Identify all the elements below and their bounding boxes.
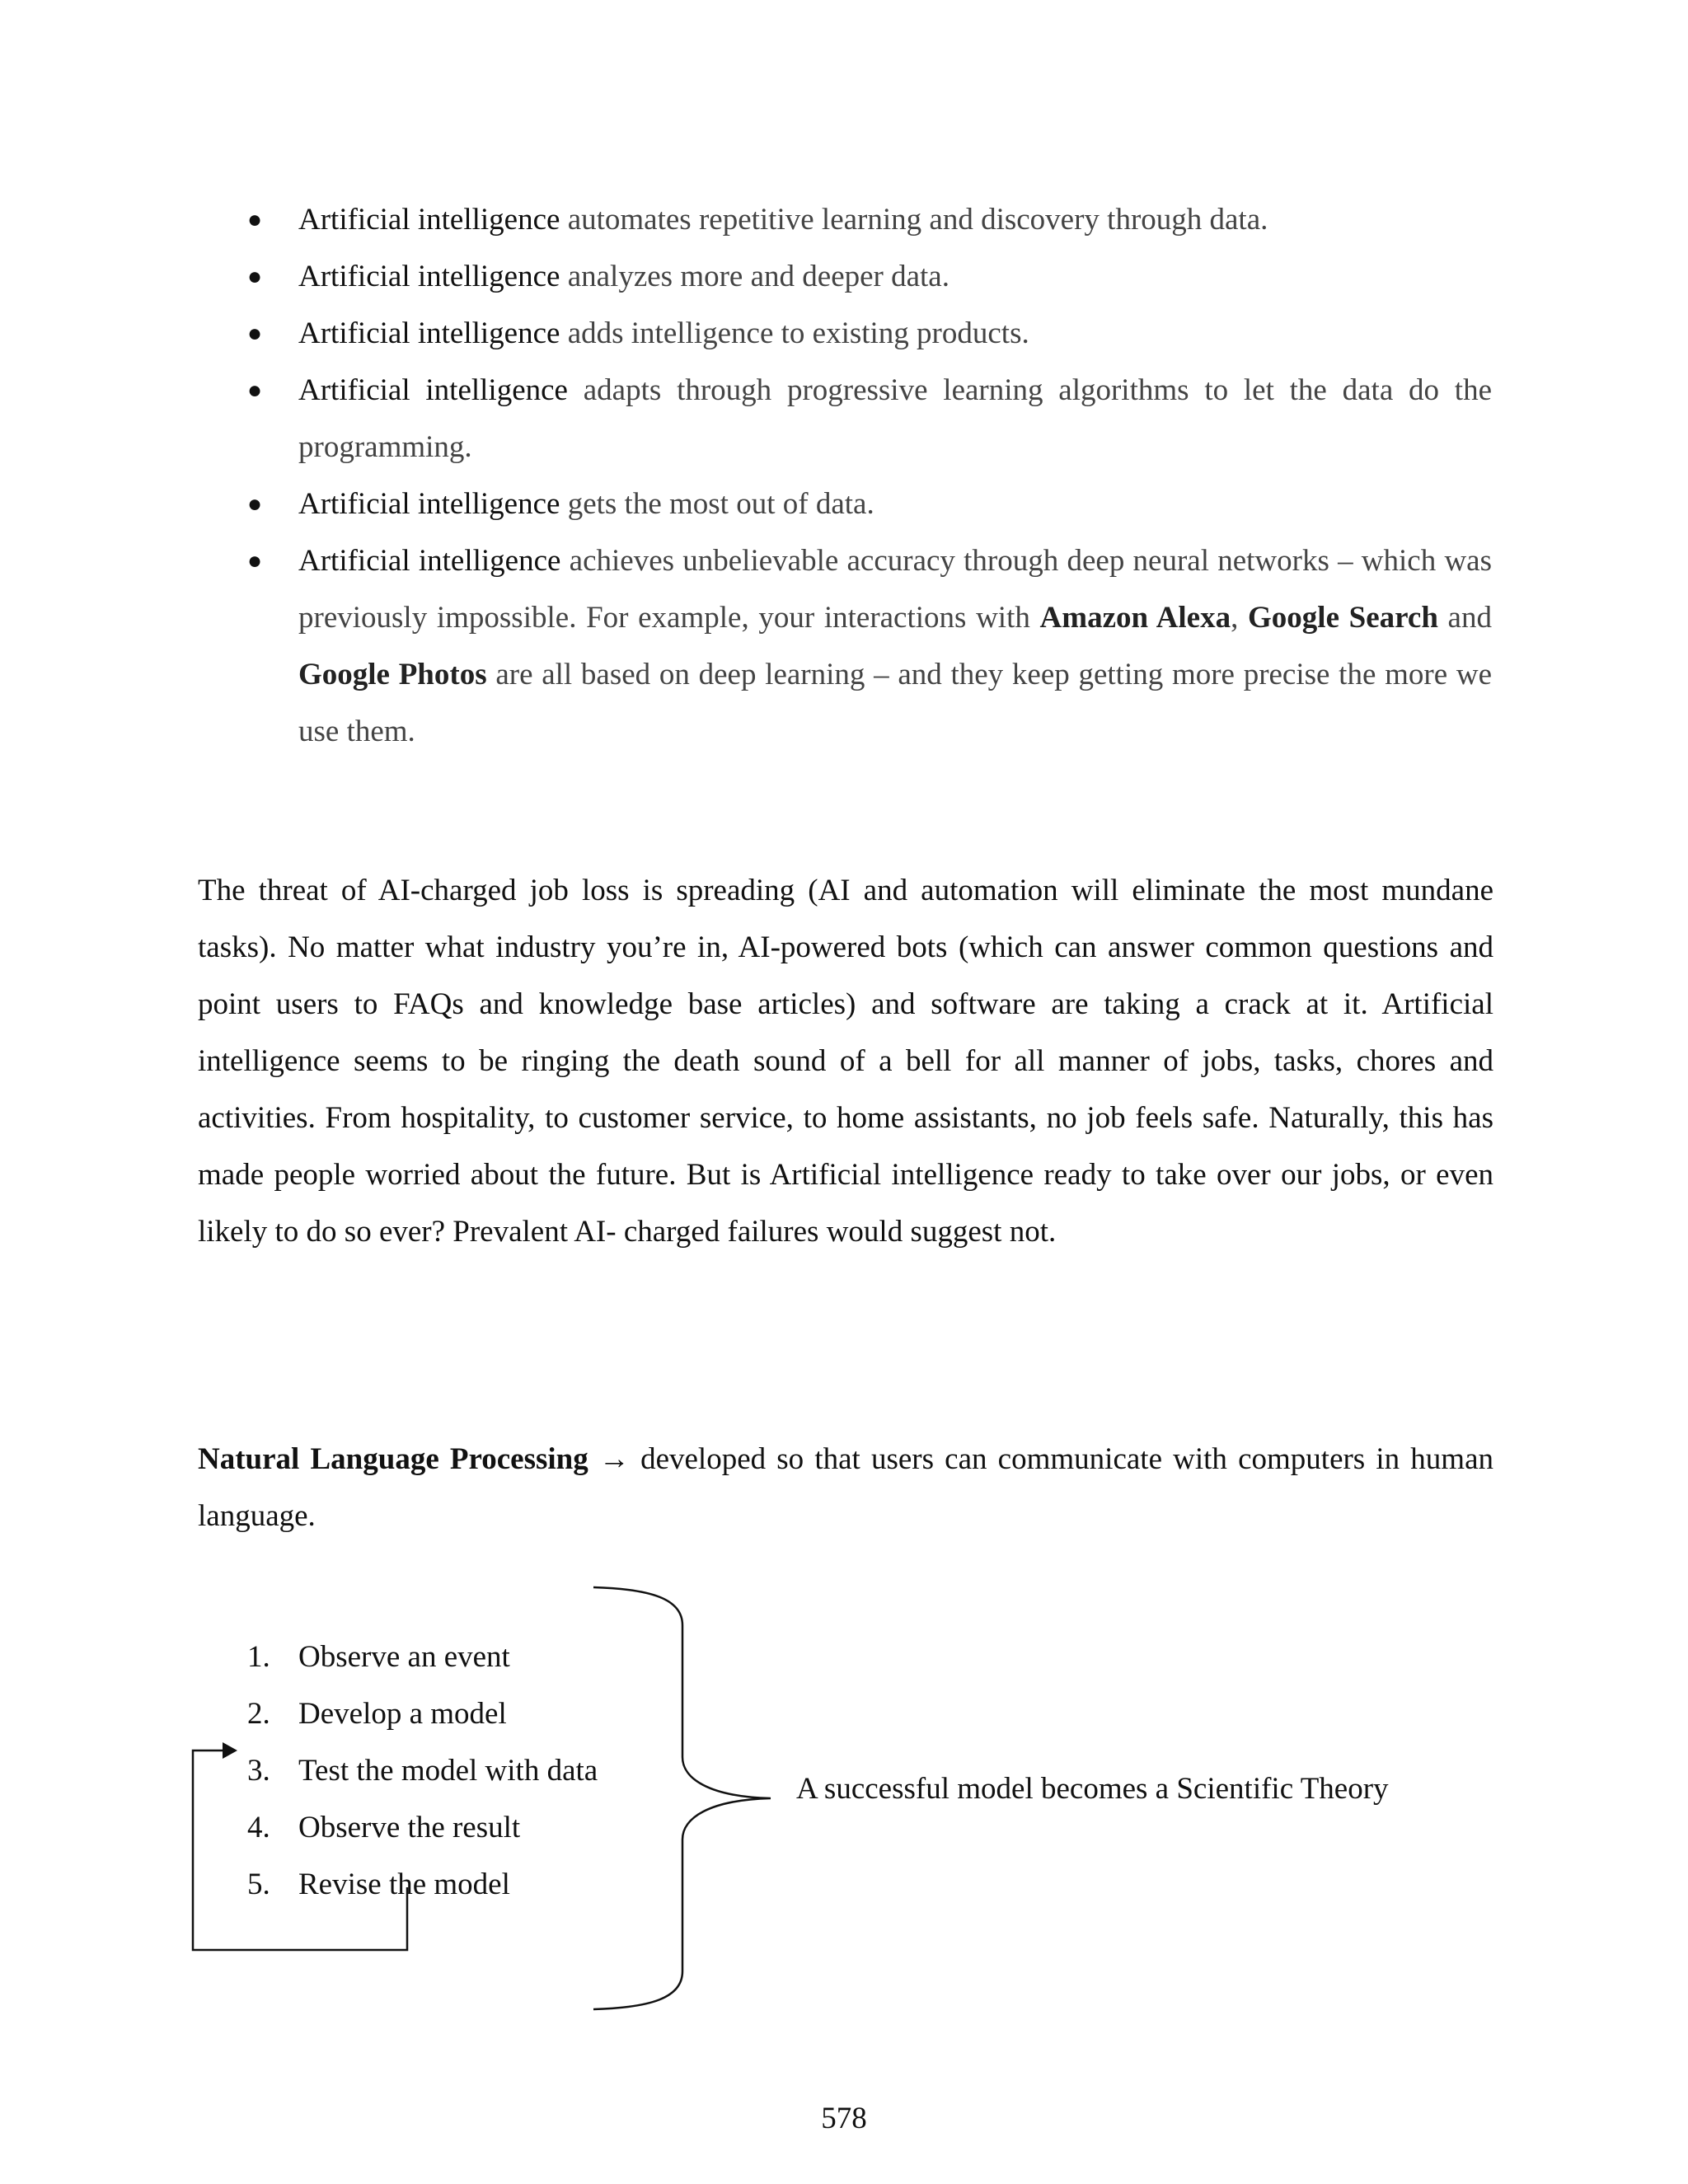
list-item: [239, 305, 1492, 362]
right-brace-icon: [593, 1587, 771, 2009]
bullet-text: and: [1437, 601, 1492, 635]
bullet-dot-icon: ●: [247, 263, 263, 290]
step-item: [239, 1742, 598, 1799]
step-item: [239, 1856, 598, 1913]
bullet-lead: Artificial intelligence: [298, 316, 560, 350]
step-label: Observe an event: [298, 1640, 510, 1674]
list-item: [239, 191, 1492, 248]
nlp-term: Natural Language Processing: [198, 1442, 588, 1476]
scientific-theory-label: A successful model becomes a Scientific Theory: [796, 1772, 1389, 1806]
scientific-method-steps: [239, 1629, 598, 1913]
step-number: 5.: [247, 1868, 270, 1901]
step-number: 3.: [247, 1754, 270, 1788]
list-item: [239, 362, 1492, 476]
page-number: 578: [821, 2102, 867, 2135]
arrow-icon: →: [598, 1442, 630, 1476]
step-label: Test the model with data: [298, 1754, 598, 1788]
step-label: Develop a model: [298, 1697, 507, 1731]
step-label: Revise the model: [298, 1868, 510, 1901]
bullet-text: are all based on deep learning – and they keep getting more precise the more we use them.: [298, 658, 1492, 748]
step-number: 2.: [247, 1697, 270, 1731]
bullet-lead: Artificial intelligence: [298, 544, 561, 578]
list-item-deep-learning: [239, 532, 1492, 760]
step-number: 1.: [247, 1640, 270, 1674]
bullet-text: automates repetitive learning and discovery through data.: [560, 203, 1268, 237]
bullet-text: ,: [1231, 601, 1249, 635]
bullet-text: achieves unbelievable accuracy through deep neural networks – which was previously impossible. For example, your interactions with: [298, 544, 1492, 635]
bullet-dot-icon: ●: [247, 320, 263, 347]
step-item: [239, 1685, 598, 1742]
step-item: [239, 1629, 598, 1685]
list-item: [239, 248, 1492, 305]
product-name-alexa: Amazon Alexa: [1039, 601, 1231, 635]
bullet-text: adapts through progressive learning algorithms to let the data do the programming.: [298, 373, 1493, 464]
product-name-photos: Google Photos: [298, 658, 487, 691]
list-item: [239, 476, 1492, 532]
bullet-lead: Artificial intelligence: [298, 373, 568, 407]
threat-paragraph: The threat of AI-charged job loss is spreading (AI and automation will eliminate the most mundane tasks). No matter what industry you’re in, AI-powered bots (which can answer common questions and point users to FAQs and knowledge base articles) and software are taking a crack at it. Artificial intelligence seems to be ringing the death sound of a bell for all manner of jobs, tasks, chores and activities. From hospitality, to customer service, to home assistants, no job feels safe. Naturally, this has made people worried about the future. But is Artificial intelligence ready to take over our jobs, or even likely to do so ever? Prevalent AI- charged failures would suggest not.: [198, 874, 1493, 1249]
bullet-text: adds intelligence to existing products.: [560, 316, 1029, 350]
bullet-dot-icon: ●: [247, 490, 263, 518]
bullet-lead: Artificial intelligence: [298, 487, 560, 521]
bullet-dot-icon: ●: [247, 547, 263, 574]
nlp-paragraph: [198, 1431, 1493, 1544]
bullet-lead: Artificial intelligence: [298, 203, 560, 237]
feedback-arrow-icon: [223, 1742, 237, 1759]
bullet-text: gets the most out of data.: [560, 487, 874, 521]
ai-benefits-list: [239, 191, 1492, 760]
step-number: 4.: [247, 1811, 270, 1844]
product-name-search: Google Search: [1248, 601, 1438, 635]
nlp-definition: developed so that users can communicate with computers in human language.: [198, 1442, 1494, 1533]
step-label: Observe the result: [298, 1811, 521, 1844]
step-item: [239, 1799, 598, 1856]
bullet-dot-icon: ●: [247, 206, 263, 233]
bullet-dot-icon: ●: [247, 377, 263, 404]
bullet-text: analyzes more and deeper data.: [560, 260, 950, 293]
bullet-lead: Artificial intelligence: [298, 260, 560, 293]
